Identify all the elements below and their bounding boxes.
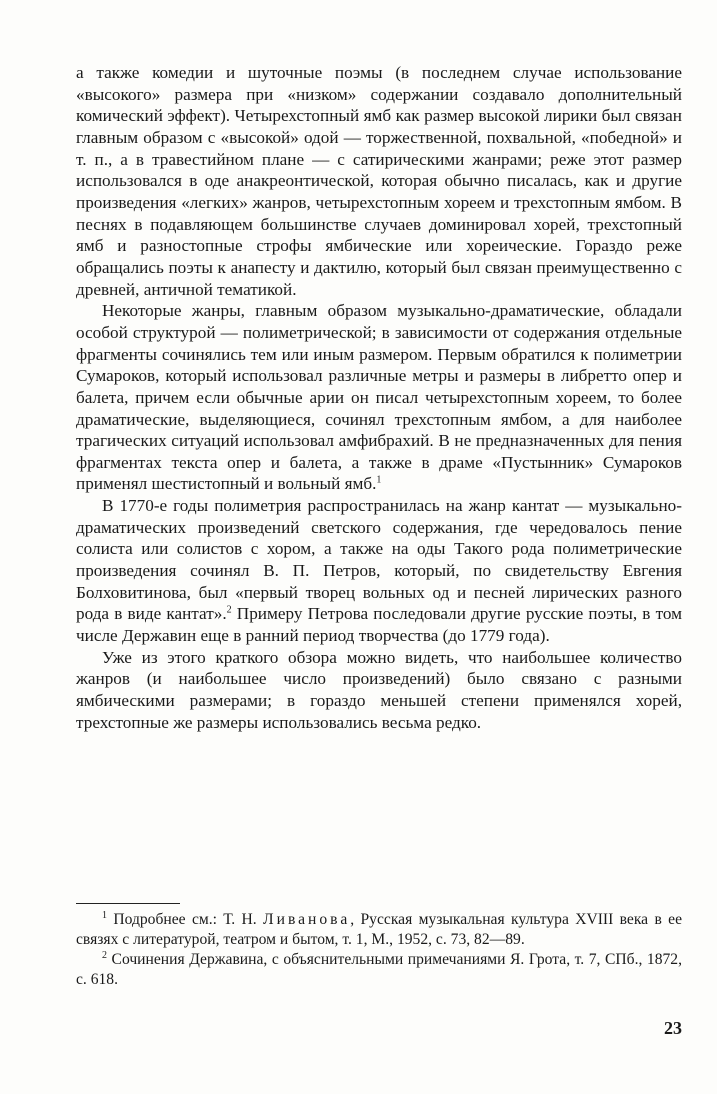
paragraph-4	[76, 647, 682, 734]
paragraph-text: Примеру Петрова последовали другие русские поэты, в том числе Державин еще в ранний период творчества (до 1779 года).	[76, 604, 683, 646]
footnote-text: Подробнее см.: Т. Н.	[107, 911, 264, 928]
footnotes	[76, 910, 682, 990]
paragraph-2	[76, 300, 682, 495]
footnote-1	[76, 910, 682, 950]
footnote-marker: 2	[102, 949, 107, 961]
footnote-author-spaced: Ливанова	[263, 911, 351, 928]
paragraph-text: Уже из этого краткого обзора можно видеть, что наибольшее количество жанров (и наибольшее число произведений) было связано с разными ямбическими размерами; в гораздо меньшей степени применялся хорей, трехстопные же размеры использовались весьма редко.	[76, 647, 682, 732]
footnote-text: Сочинения Державина, с объяснительными примечаниями Я. Грота, т. 7, СПб., 1872, с. 618.	[76, 951, 682, 988]
footnote-ref-1[interactable]: 1	[376, 474, 382, 486]
footnote-ref-2[interactable]: 2	[226, 604, 232, 616]
page-number: 23	[664, 1018, 682, 1038]
footnote-text: , Русская музыкальная культура XVIII века в ее связях с литературой, театром и бытом, т. 1, М., 1952, с. 73, 82—89.	[76, 911, 682, 948]
paragraph-text: а также комедии и шуточные поэмы (в последнем случае использование «высокого» размера при «низком» содержании создавало дополнительный комический эффект). Четырехстопный ямб как размер высокой лирики был связан главным образом с «высокой» одой — торжественной, похвальной, «победной» и т. п., а в травестийном плане — с сатирическими жанрами; реже этот размер использовался в оде анакреонтической, которая обычно писалась, как и другие произведения «легких» жанров, четырехстопным хореем и трехстопным ямбом. В песнях в подавляющем большинстве случаев доминировал хорей, трехстопный ямб и разностопные строфы ямбические или хореические. Гораздо реже обращались поэты к анапесту и дактилю, который был связан преимущественно с древней, античной тематикой.	[76, 63, 682, 299]
paragraph-text: Некоторые жанры, главным образом музыкально-драматические, обладали особой структурой — полиметрической; в зависимости от содержания отдельные фрагменты сочинялись тем или иным размером. Первым обратился к полиметрии Сумароков, который использовал различные метры и размеры в либретто опер и балета, причем если обычные арии он писал четырехстопным хореем, то более драматические, выделяющиеся, сочинял трехстопным ямбом, а для наиболее трагических ситуаций использовал амфибрахий. В не предназначенных для пения фрагментах текста опер и балета, а также в драме «Пустынник» Сумароков применял шестистопный и вольный ямб.	[76, 301, 682, 494]
paragraph-3	[76, 495, 682, 647]
footnote-marker: 1	[102, 909, 107, 921]
footnote-2	[76, 950, 682, 990]
footnote-divider	[76, 903, 180, 904]
paragraph-text: В 1770-е годы полиметрия распространилась на жанр кантат — музыкально-драматических произведений светского содержания, где чередовалось пение солиста или солистов с хором, а также на оды Такого рода полиметрические произведения сочинял В. П. Петров, который, по свидетельству Евгения Болховитинова, был «первый творец вольных од и песней лирических разного рода в виде кантат».	[76, 496, 682, 624]
paragraph-1	[76, 62, 682, 300]
main-text	[76, 62, 682, 733]
